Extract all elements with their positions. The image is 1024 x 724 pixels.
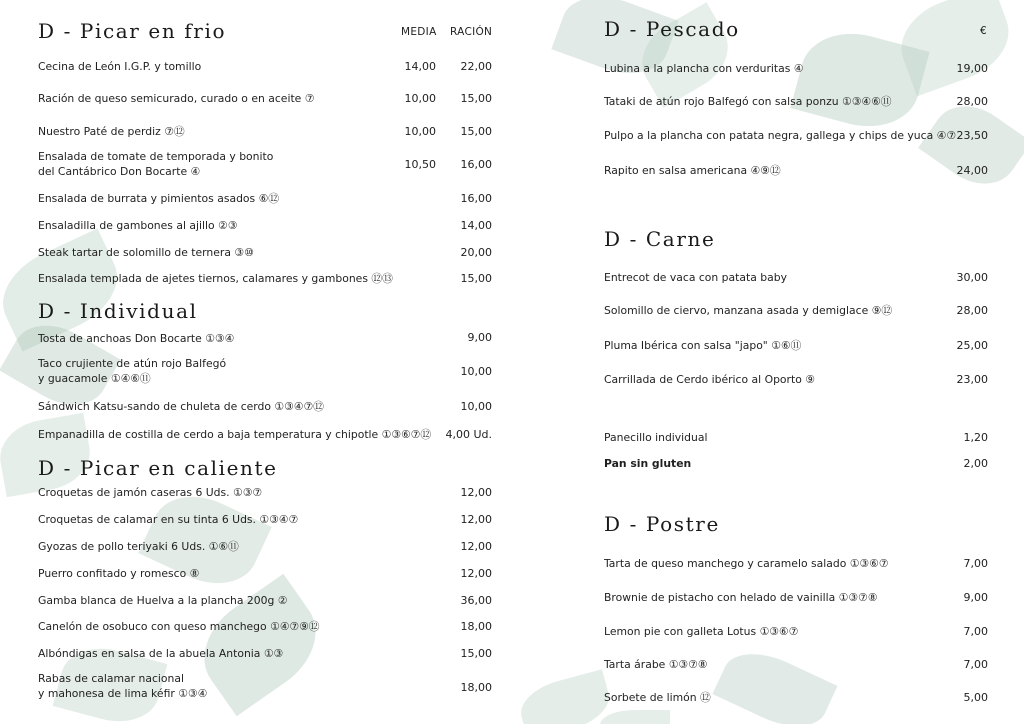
item-name: Puerro confitado y romesco ⑧ (38, 567, 200, 580)
section-title: D - Pescado (604, 17, 740, 41)
item-price: 10,00 (460, 365, 492, 378)
item-price-media: 10,00 (404, 125, 436, 138)
item-name: Lubina a la plancha con verduritas ④ (604, 62, 804, 75)
item-name: Cecina de León I.G.P. y tomillo (38, 60, 202, 73)
item-price: 9,00 (963, 591, 988, 604)
column-header-racion: RACIÓN (450, 26, 493, 38)
item-price: 24,00 (956, 164, 988, 177)
section-title: D - Picar en caliente (38, 456, 278, 480)
item-name: Steak tartar de solomillo de ternera ③⑩ (38, 246, 254, 259)
item-name: Canelón de osobuco con queso manchego ①④⑦⑨⑫ (38, 620, 320, 633)
item-name: Tataki de atún rojo Balfegó con salsa ponzu ①③④⑥⑪ (604, 95, 892, 108)
item-price: 18,00 (460, 620, 492, 633)
item-price: 18,00 (460, 681, 492, 694)
item-name-line2: y guacamole ①④⑥⑪ (38, 372, 151, 385)
item-price: 7,00 (963, 625, 988, 638)
item-price: 7,00 (963, 658, 988, 671)
item-name: Panecillo individual (604, 431, 708, 444)
item-name: Croquetas de jamón caseras 6 Uds. ①③⑦ (38, 486, 263, 499)
item-price-media: 10,00 (404, 92, 436, 105)
item-price-racion: 15,00 (460, 272, 492, 285)
item-price: 12,00 (460, 486, 492, 499)
item-price: 28,00 (956, 304, 988, 317)
section-title: D - Picar en frio (38, 19, 227, 43)
item-price-racion: 22,00 (460, 60, 492, 73)
item-price-racion: 16,00 (460, 158, 492, 171)
item-name-line2: y mahonesa de lima kéfir ①③④ (38, 687, 208, 700)
item-price: 5,00 (963, 691, 988, 704)
item-price: 7,00 (963, 557, 988, 570)
leaf-decoration (515, 669, 615, 724)
item-name: Tarta árabe ①③⑦⑧ (604, 658, 708, 671)
item-price: 30,00 (956, 271, 988, 284)
item-name: Ensaladilla de gambones al ajillo ②③ (38, 219, 238, 232)
item-name: Nuestro Paté de perdiz ⑦⑫ (38, 125, 185, 138)
item-price-racion: 14,00 (460, 219, 492, 232)
item-name: Sorbete de limón ⑫ (604, 691, 711, 704)
item-price: 12,00 (460, 540, 492, 553)
item-name: Ensalada de burrata y pimientos asados ⑥⑫ (38, 192, 280, 205)
item-name: Rapito en salsa americana ④⑨⑫ (604, 164, 781, 177)
item-name: Pluma Ibérica con salsa "japo" ①⑥⑪ (604, 339, 802, 352)
item-price-racion: 15,00 (460, 125, 492, 138)
item-price-racion: 20,00 (460, 246, 492, 259)
item-price: 12,00 (460, 567, 492, 580)
item-price: 19,00 (956, 62, 988, 75)
item-name: Ración de queso semicurado, curado o en aceite ⑦ (38, 92, 315, 105)
item-name: Solomillo de ciervo, manzana asada y demiglace ⑨⑫ (604, 304, 893, 317)
item-name: Rabas de calamar nacional (38, 672, 184, 685)
item-name: Taco crujiente de atún rojo Balfegó (38, 357, 227, 370)
item-price: 9,00 (467, 331, 492, 344)
item-name-line2: del Cantábrico Don Bocarte ④ (38, 165, 201, 178)
leaf-decoration (712, 640, 837, 724)
section-title: D - Carne (604, 227, 716, 251)
item-price: 2,00 (963, 457, 988, 470)
item-price-media: 14,00 (404, 60, 436, 73)
column-header-media: MEDIA (401, 26, 437, 38)
section-title: D - Postre (604, 512, 720, 536)
item-name: Sándwich Katsu-sando de chuleta de cerdo ①③④⑦⑫ (38, 400, 324, 413)
item-price-racion: 16,00 (460, 192, 492, 205)
item-name: Ensalada templada de ajetes tiernos, calamares y gambones ⑫⑬ (38, 272, 393, 285)
column-header-currency: € (980, 25, 987, 37)
item-name: Croquetas de calamar en su tinta 6 Uds. ①③④⑦ (38, 513, 299, 526)
item-price: 12,00 (460, 513, 492, 526)
item-price: 23,00 (956, 373, 988, 386)
item-price: 36,00 (460, 594, 492, 607)
item-price: 15,00 (460, 647, 492, 660)
item-name: Gyozas de pollo teriyaki 6 Uds. ①⑥⑪ (38, 540, 239, 553)
item-price: 4,00 Ud. (445, 428, 492, 441)
item-name: Brownie de pistacho con helado de vainilla ①③⑦⑧ (604, 591, 878, 604)
item-name: Carrillada de Cerdo ibérico al Oporto ⑨ (604, 373, 815, 386)
item-price: 10,00 (460, 400, 492, 413)
item-name: Ensalada de tomate de temporada y bonito (38, 150, 274, 163)
item-name: Entrecot de vaca con patata baby (604, 271, 787, 284)
item-price: 23,50 (956, 129, 988, 142)
item-name: Pan sin gluten (604, 457, 692, 470)
item-name: Albóndigas en salsa de la abuela Antonia ①③ (38, 647, 284, 660)
item-name: Gamba blanca de Huelva a la plancha 200g ② (38, 594, 288, 607)
item-name: Pulpo a la plancha con patata negra, gallega y chips de yuca ④⑦ (604, 129, 956, 142)
item-name: Tosta de anchoas Don Bocarte ①③④ (38, 332, 235, 345)
item-price-media: 10,50 (404, 158, 436, 171)
item-name: Tarta de queso manchego y caramelo salado ①③⑥⑦ (604, 557, 889, 570)
item-price-racion: 15,00 (460, 92, 492, 105)
item-price: 1,20 (963, 431, 988, 444)
item-price: 28,00 (956, 95, 988, 108)
section-title: D - Individual (38, 299, 198, 323)
item-name: Lemon pie con galleta Lotus ①③⑥⑦ (604, 625, 799, 638)
leaf-decoration (600, 710, 670, 724)
item-price: 25,00 (956, 339, 988, 352)
item-name: Empanadilla de costilla de cerdo a baja temperatura y chipotle ①③⑥⑦⑫ (38, 428, 432, 441)
